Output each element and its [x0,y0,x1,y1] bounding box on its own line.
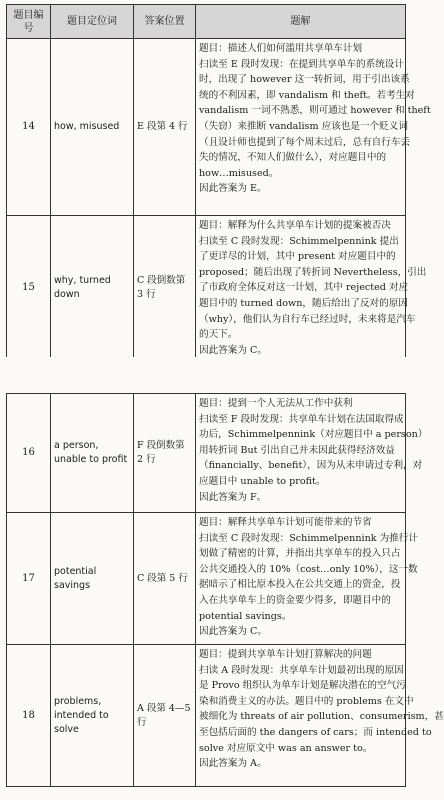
analysis-line: 因此答案为 C。 [199,626,267,638]
analysis-text [196,39,431,216]
analysis-line: 应题目中 unable to profit。 [199,475,326,487]
answer-position: C 段第 5 行 [134,513,196,645]
analysis-line: 据暗示了相比原本投入在公共交通上的资金，投 [199,579,401,591]
analysis-line: 了更详尽的计划，其中 present 对应题目中的 [199,251,396,263]
header-question-number: 题目编号 [7,5,51,39]
analysis-line: 了市政府全体反对这一计划，其中 rejected 对应 [199,282,409,294]
table-row [7,645,406,787]
analysis-line: 因此答案为 F。 [199,491,267,503]
analysis-line: 扫读 A 段时发现：共享单车计划最初出现的原因 [199,664,404,676]
analysis-line: 扫读至 F 段时发现：共享单车计划在法国取得成 [199,413,404,425]
analysis-line: 是 Provo 组织认为单车计划是解决潜在的空气污 [199,680,406,692]
analysis-line: 扫读至 E 段时发现：在提到共享单车的系统设计 [199,58,404,70]
analysis-line: 因此答案为 A。 [199,758,267,770]
answer-table-part-2 [6,393,444,787]
analysis-line: 扫读至 C 段时发现：Schimmelpennink 提出 [199,235,399,247]
analysis-line: 时，出现了 however 这一转折词，用于引出该系 [199,74,410,86]
analysis-line: 题目中的 turned down，随后给出了反对的原因 [199,297,408,309]
question-number: 15 [7,216,51,361]
analysis-line: 功后，Schimmelpennink（对应题目中 a person） [199,429,428,441]
analysis-line: 公共交通投入的 10%（cost…only 10%），这一数 [199,563,418,575]
analysis-line: 染和消费主义的办法。题目中的 problems 在文中 [199,695,414,707]
locator-words: problems, intended to solve [51,645,134,787]
answer-position: E 段第 4 行 [134,39,196,216]
locator-words: how, misused [51,39,134,216]
analysis-line: 因此答案为 C。 [199,344,267,356]
analysis-line: 题目：描述人们如何滥用共享单车计划 [199,43,363,54]
analysis-line: （且设计师也提到了每个周末过后，总有自行车丢 [199,136,411,148]
table-row [7,513,406,645]
analysis-line: 统的不利因素，即 vandalism 和 theft。若考生对 [199,89,415,101]
question-number: 16 [7,394,51,513]
answer-position: C 段倒数第 3 行 [134,216,196,361]
locator-words: a person, unable to profit [51,394,134,513]
locator-words: potential savings [51,513,134,645]
analysis-line: proposed；随后出现了转折词 Nevertheless，引出 [199,266,427,278]
header-analysis: 题解 [196,5,406,39]
question-number: 14 [7,39,51,216]
page-gap [0,357,411,393]
analysis-text [196,216,427,361]
analysis-line: 题目：提到共享单车计划打算解决的问题 [199,649,372,660]
table-row [7,39,406,216]
table-header-row [7,5,406,39]
analysis-line: 扫读至 C 段时发现：Schimmelpennink 为推行计 [199,532,418,544]
analysis-line: 用转折词 But 引出自己并未因此获得经济效益 [199,444,395,456]
analysis-line: （失窃）来推断 vandalism 应该也是一个贬义词 [199,120,408,132]
question-number: 17 [7,513,51,645]
analysis-line: 的天下。 [199,329,238,341]
analysis-line: solve 对应原文中 was an answer to。 [199,742,373,754]
header-locator-words: 题目定位词 [51,5,134,39]
analysis-line: 划做了精密的计算，并指出共享单车的投入只占 [199,548,401,560]
locator-words: why, turned down [51,216,134,361]
analysis-line: 至包括后面的 the dangers of cars；而 intended to [199,726,432,738]
answer-table-part-1 [6,4,431,361]
analysis-line: 入在共享单车上的资金要少得多，即题目中的 [199,594,391,606]
analysis-text [196,645,444,787]
analysis-line: （why），他们认为自行车已经过时，未来将是汽车 [199,313,416,325]
analysis-line: 题目：提到一个人无法从工作中获利 [199,398,353,409]
analysis-text [196,394,428,513]
analysis-text [196,513,418,645]
analysis-line: vandalism 一词不熟悉，则可通过 however 和 theft [199,105,431,117]
analysis-line: how…misused。 [199,167,279,179]
answer-position: A 段第 4—5 行 [134,645,196,787]
analysis-line: 被细化为 threats of air pollution、consumerism，甚 [199,711,444,723]
analysis-line: 题目：解释为什么共享单车计划的提案被否决 [199,220,391,231]
analysis-line: 失的情况，不知人们做什么），对应题目中的 [199,152,387,164]
analysis-line: potential savings。 [199,610,292,622]
analysis-line: 题目：解释共享单车计划可能带来的节省 [199,517,372,528]
analysis-line: （financially、benefit），因为从未申请过专利，对 [199,460,423,472]
header-answer-position: 答案位置 [134,5,196,39]
table-row [7,216,406,361]
question-number: 18 [7,645,51,787]
analysis-line: 因此答案为 E。 [199,183,267,195]
table-row [7,394,406,513]
answer-position: F 段倒数第 2 行 [134,394,196,513]
